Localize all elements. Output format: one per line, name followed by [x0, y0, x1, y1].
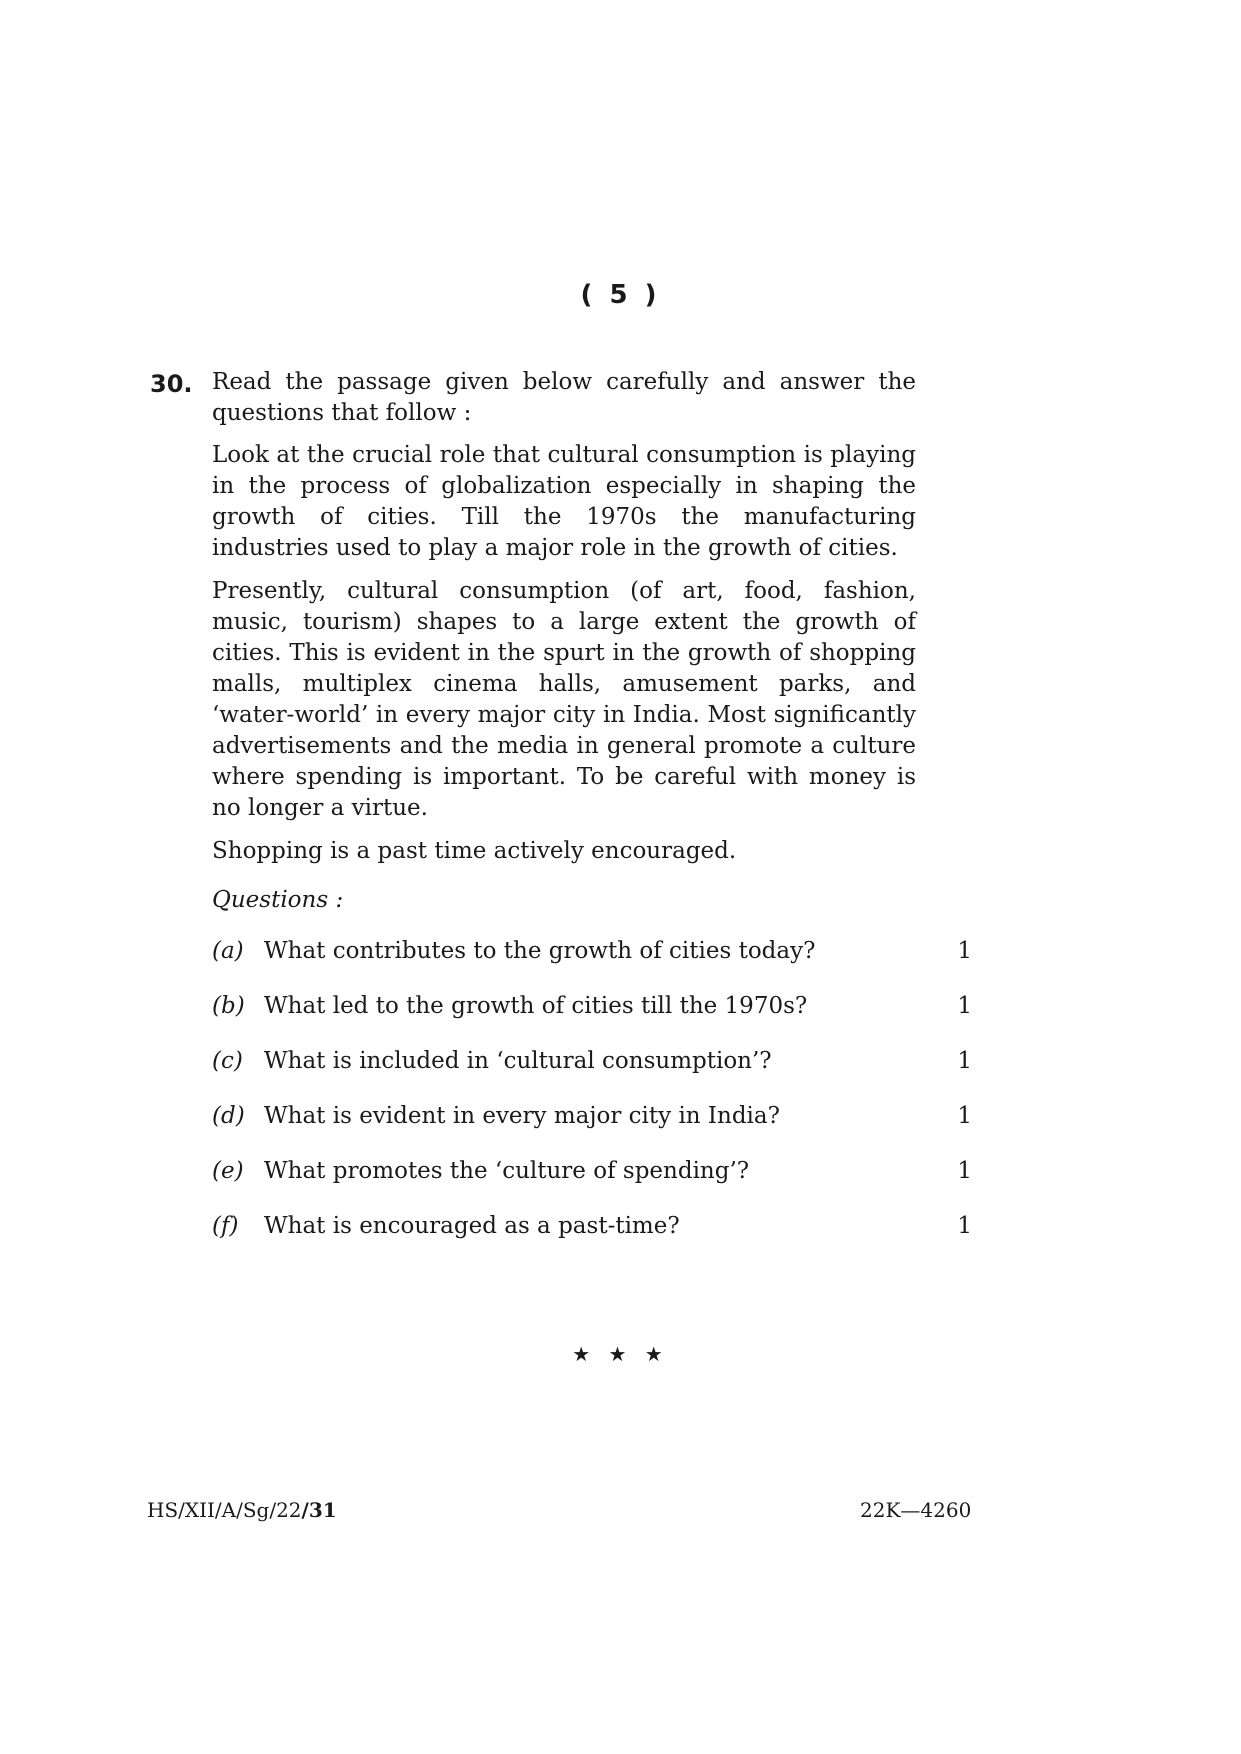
sub-question-marks: 1 — [957, 993, 972, 1019]
sub-question-b — [212, 991, 972, 1046]
sub-question-text: What is evident in every major city in India? — [264, 1103, 780, 1129]
sub-question-letter: (f) — [212, 1213, 239, 1239]
sub-question-marks: 1 — [957, 1048, 972, 1074]
sub-question-text: What promotes the ‘culture of spending’? — [264, 1158, 750, 1184]
end-of-paper-stars: ★ ★ ★ — [572, 1342, 669, 1366]
footer-code-suffix: /31 — [301, 1498, 337, 1522]
footer-code-prefix: HS/XII/A/Sg/22 — [147, 1498, 302, 1522]
sub-question-f — [212, 1211, 972, 1266]
footer-paper-code — [147, 1498, 337, 1522]
sub-question-text: What contributes to the growth of cities today? — [264, 938, 816, 964]
sub-question-letter: (b) — [212, 993, 245, 1019]
sub-question-letter: (c) — [212, 1048, 243, 1074]
sub-question-text: What is encouraged as a past-time? — [264, 1213, 680, 1239]
passage-paragraph-2: Presently, cultural consumption (of art, food, fashion, music, tourism) shapes to a large extent the growth of cities. This is evident in the spurt in the growth of shopping malls, multiplex cinema halls, amusement parks, and ‘water-world’ in every major city in India. Most significantly advertisements and the media in general promote a culture where spending is important. To be careful with money is no longer a virtue. — [212, 578, 916, 821]
question-instruction: Read the passage given below carefully and answer the questions that follow : — [212, 369, 916, 426]
question-body — [212, 367, 972, 1266]
sub-question-letter: (a) — [212, 938, 244, 964]
sub-question-text: What is included in ‘cultural consumption’? — [264, 1048, 772, 1074]
sub-question-d — [212, 1101, 972, 1156]
sub-question-letter: (d) — [212, 1103, 245, 1129]
sub-questions-list — [212, 936, 972, 1266]
sub-question-marks: 1 — [957, 938, 972, 964]
passage-paragraph-1: Look at the crucial role that cultural consumption is playing in the process of globalization especially in shaping the growth of cities. Till the 1970s the manufacturing industries used to play a major role in the growth of cities. — [212, 442, 916, 561]
sub-question-marks: 1 — [957, 1213, 972, 1239]
page-number: ( 5 ) — [580, 280, 661, 310]
sub-question-e — [212, 1156, 972, 1211]
question-number: 30. — [150, 370, 193, 398]
sub-question-marks: 1 — [957, 1103, 972, 1129]
footer-print-code: 22K—4260 — [860, 1498, 972, 1522]
sub-question-marks: 1 — [957, 1158, 972, 1184]
questions-heading: Questions : — [212, 887, 344, 913]
sub-question-c — [212, 1046, 972, 1101]
passage-paragraph-3: Shopping is a past time actively encouraged. — [212, 838, 737, 864]
sub-question-letter: (e) — [212, 1158, 244, 1184]
sub-question-a — [212, 936, 972, 991]
sub-question-text: What led to the growth of cities till the 1970s? — [264, 993, 808, 1019]
